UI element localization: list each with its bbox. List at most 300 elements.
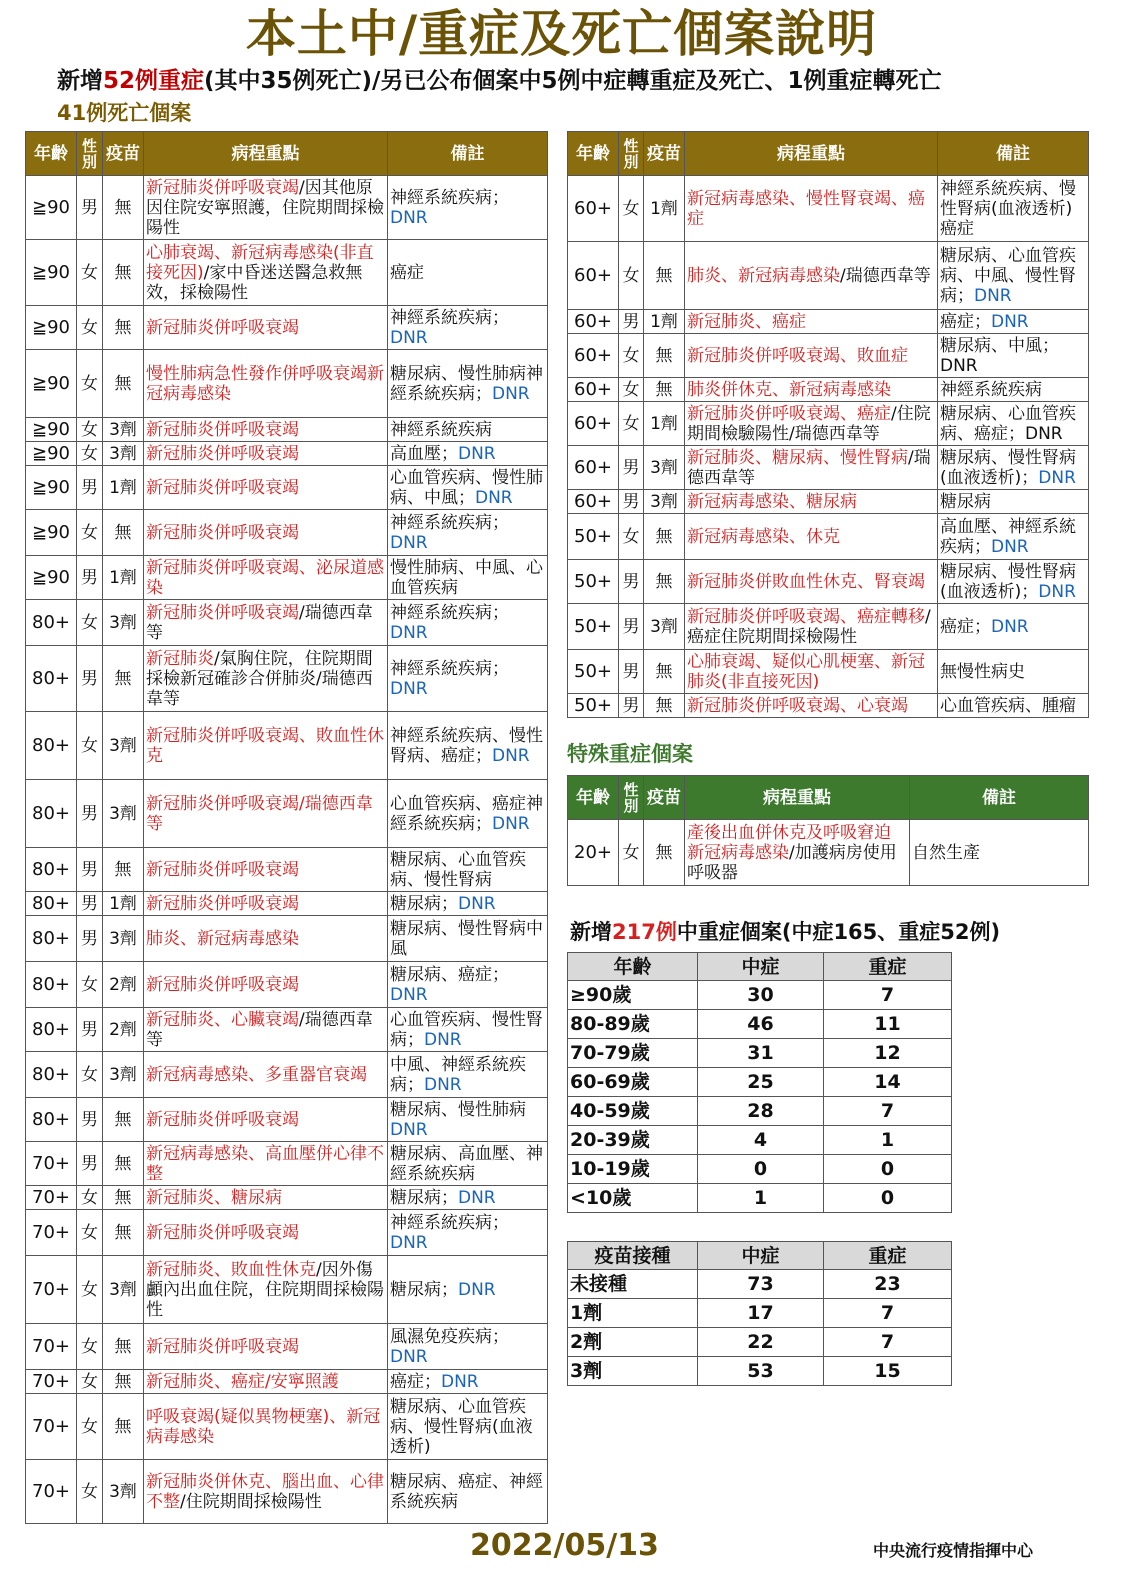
note-cell xyxy=(388,848,548,892)
course-text: 新冠肺炎併呼吸衰竭 xyxy=(146,1109,299,1130)
age-row xyxy=(568,1039,952,1068)
vac-label-cell: 未接種 xyxy=(568,1270,698,1299)
note-text: DNR xyxy=(991,536,1029,557)
case-row xyxy=(568,402,1089,446)
sex-cell: 男 xyxy=(77,848,103,892)
note-cell xyxy=(388,646,548,712)
vaccine-cell: 無 xyxy=(103,350,144,418)
course-cell xyxy=(144,510,388,556)
note-text: 中風、神經系統疾病； xyxy=(390,1054,526,1095)
age-cell: 70+ xyxy=(26,1142,77,1186)
note-text: DNR xyxy=(991,616,1029,637)
sex-cell: 女 xyxy=(77,1370,103,1394)
vaccine-cell: 1劑 xyxy=(103,892,144,916)
note-text: DNR xyxy=(390,532,428,553)
course-cell xyxy=(144,418,388,442)
case-row xyxy=(26,1256,548,1324)
sex-cell: 女 xyxy=(619,378,644,402)
age-cell: 50+ xyxy=(568,514,619,560)
vac-row xyxy=(568,1357,952,1386)
note-text: 神經系統疾病； xyxy=(390,602,509,623)
note-cell xyxy=(938,242,1089,310)
note-cell xyxy=(938,560,1089,604)
case-row xyxy=(26,1394,548,1460)
age-moderate-cell: 25 xyxy=(698,1068,824,1097)
note-cell xyxy=(388,350,548,418)
age-cell: ≧90 xyxy=(26,510,77,556)
course-cell xyxy=(685,650,938,694)
age-cell: 50+ xyxy=(568,694,619,718)
note-text: DNR xyxy=(390,622,428,643)
course-cell xyxy=(144,1008,388,1052)
case-row xyxy=(568,334,1089,378)
age-severe-cell: 7 xyxy=(824,981,952,1010)
course-text: 新冠肺炎併敗血性休克、腎衰竭 xyxy=(687,571,925,592)
age-cell: ≧90 xyxy=(26,240,77,306)
case-row xyxy=(26,848,548,892)
age-cell: ≧90 xyxy=(26,350,77,418)
sex-cell: 男 xyxy=(619,560,644,604)
age-cell: 80+ xyxy=(26,1008,77,1052)
sex-cell: 男 xyxy=(77,1098,103,1142)
age-cell: ≧90 xyxy=(26,418,77,442)
note-cell xyxy=(388,418,548,442)
case-row xyxy=(26,646,548,712)
course-text: /瑞德西韋等 xyxy=(840,265,931,286)
header-vaccine: 疫苗 xyxy=(644,776,685,820)
case-row xyxy=(568,650,1089,694)
age-cell: 80+ xyxy=(26,712,77,780)
course-text: 新冠肺炎併呼吸衰竭 xyxy=(146,893,299,914)
note-text: DNR xyxy=(1038,467,1076,488)
header-age: 年齡 xyxy=(568,132,619,176)
special-table xyxy=(567,775,1089,886)
age-cell: 60+ xyxy=(568,490,619,514)
vaccine-cell: 1劑 xyxy=(103,556,144,600)
note-cell xyxy=(388,1142,548,1186)
sex-cell: 女 xyxy=(619,402,644,446)
note-text: 神經系統疾病； xyxy=(390,187,509,208)
course-text: 新冠肺炎、敗血性休克 xyxy=(146,1259,316,1280)
sex-cell: 男 xyxy=(77,646,103,712)
age-label-cell: 70-79歲 xyxy=(568,1039,698,1068)
age-label-cell: ≥90歲 xyxy=(568,981,698,1010)
sex-cell: 男 xyxy=(619,694,644,718)
vaccine-cell: 2劑 xyxy=(103,1008,144,1052)
age-moderate-cell: 1 xyxy=(698,1184,824,1213)
case-row xyxy=(26,1460,548,1524)
left-deaths-table xyxy=(25,131,548,1524)
vaccine-cell: 無 xyxy=(103,176,144,240)
note-cell xyxy=(388,1098,548,1142)
age-cell: 60+ xyxy=(568,402,619,446)
course-cell xyxy=(685,514,938,560)
case-row xyxy=(26,1098,548,1142)
note-cell xyxy=(388,1186,548,1210)
note-text: DNR xyxy=(424,1074,462,1095)
course-cell xyxy=(144,1052,388,1098)
summary-count: 217例 xyxy=(612,920,677,944)
age-label-cell: 10-19歲 xyxy=(568,1155,698,1184)
sex-cell: 女 xyxy=(77,600,103,646)
course-cell xyxy=(144,712,388,780)
course-cell xyxy=(144,1210,388,1256)
note-text: 糖尿病、心血管疾病、癌症；DNR xyxy=(940,403,1076,444)
age-cell: 80+ xyxy=(26,1052,77,1098)
header-course: 病程重點 xyxy=(144,132,388,176)
note-text: 糖尿病、癌症、神經系統疾病 xyxy=(390,1471,543,1512)
note-cell xyxy=(938,334,1089,378)
course-cell xyxy=(144,1394,388,1460)
course-text: 新冠肺炎併呼吸衰竭、敗血症 xyxy=(687,345,908,366)
note-text: DNR xyxy=(458,893,496,914)
course-cell xyxy=(144,892,388,916)
course-text: 新冠肺炎、糖尿病 xyxy=(146,1187,282,1208)
age-cell: 80+ xyxy=(26,780,77,848)
summary-prefix: 新增 xyxy=(570,920,612,944)
vaccine-cell: 無 xyxy=(103,1210,144,1256)
note-cell xyxy=(388,1210,548,1256)
note-text: 高血壓； xyxy=(390,443,458,464)
note-cell xyxy=(938,650,1089,694)
vaccine-cell: 2劑 xyxy=(103,962,144,1008)
case-row xyxy=(26,466,548,510)
age-row xyxy=(568,1126,952,1155)
note-cell xyxy=(388,442,548,466)
age-cell: ≧90 xyxy=(26,306,77,350)
sex-cell: 女 xyxy=(77,1324,103,1370)
note-cell xyxy=(938,446,1089,490)
note-text: DNR xyxy=(390,327,428,348)
age-cell: 70+ xyxy=(26,1460,77,1524)
course-text: 新冠肺炎併呼吸衰竭 xyxy=(146,317,299,338)
summary-rest: 中重症個案(中症165、重症52例) xyxy=(676,920,1001,944)
course-text: 新冠肺炎併呼吸衰竭 xyxy=(146,1222,299,1243)
case-row xyxy=(568,378,1089,402)
note-text: DNR xyxy=(458,1187,496,1208)
note-text: 無慢性病史 xyxy=(940,661,1025,682)
course-cell xyxy=(685,694,938,718)
note-text: 糖尿病、癌症； xyxy=(390,964,509,985)
vac-header-severe: 重症 xyxy=(824,1242,952,1270)
header-age: 年齡 xyxy=(568,776,619,820)
age-severe-cell: 11 xyxy=(824,1010,952,1039)
age-row xyxy=(568,981,952,1010)
course-text: 肺炎、新冠病毒感染 xyxy=(146,928,299,949)
age-moderate-cell: 31 xyxy=(698,1039,824,1068)
vaccine-cell: 無 xyxy=(644,514,685,560)
vaccine-cell: 1劑 xyxy=(644,310,685,334)
note-text: 神經系統疾病； xyxy=(390,307,509,328)
course-cell xyxy=(144,1256,388,1324)
vaccine-cell: 無 xyxy=(644,334,685,378)
course-text: 產後出血併休克及呼吸窘迫新冠病毒感染 xyxy=(687,822,891,863)
course-text: 肺炎、新冠病毒感染 xyxy=(687,265,840,286)
note-cell xyxy=(938,402,1089,446)
note-cell xyxy=(388,1256,548,1324)
vaccine-cell: 1劑 xyxy=(103,466,144,510)
course-text: 新冠肺炎併呼吸衰竭 xyxy=(146,974,299,995)
course-cell xyxy=(144,240,388,306)
sex-cell: 男 xyxy=(77,176,103,240)
note-text: 糖尿病； xyxy=(390,893,458,914)
course-cell xyxy=(144,780,388,848)
course-text: 新冠肺炎併呼吸衰竭、泌尿道感染 xyxy=(146,557,384,598)
header-sex xyxy=(619,776,644,820)
course-cell xyxy=(144,1098,388,1142)
note-cell xyxy=(388,176,548,240)
age-row xyxy=(568,1010,952,1039)
note-text: 心血管疾病、腫瘤 xyxy=(940,695,1076,716)
vaccine-cell: 3劑 xyxy=(103,600,144,646)
note-text: DNR xyxy=(390,207,428,228)
note-text: 自然生產 xyxy=(912,842,980,863)
vac-moderate-cell: 22 xyxy=(698,1328,824,1357)
note-text: 糖尿病、心血管疾病、中風、慢性腎病； xyxy=(940,245,1076,306)
age-label-cell: 40-59歲 xyxy=(568,1097,698,1126)
age-moderate-cell: 28 xyxy=(698,1097,824,1126)
age-cell: 60+ xyxy=(568,310,619,334)
course-text: 新冠肺炎併呼吸衰竭、敗血性休克 xyxy=(146,725,384,766)
vaccine-cell: 3劑 xyxy=(103,916,144,962)
vac-severe-cell: 23 xyxy=(824,1270,952,1299)
case-row xyxy=(26,1186,548,1210)
note-text: 糖尿病； xyxy=(390,1279,458,1300)
age-table xyxy=(567,952,952,1213)
age-cell: 80+ xyxy=(26,848,77,892)
note-cell xyxy=(388,1324,548,1370)
sex-cell: 女 xyxy=(77,418,103,442)
age-row xyxy=(568,1184,952,1213)
course-text: 新冠肺炎併呼吸衰竭/瑞德西韋等 xyxy=(146,793,373,834)
note-text: 心血管疾病、慢性腎病； xyxy=(390,1009,543,1050)
note-text: DNR xyxy=(390,1346,428,1367)
age-cell: 70+ xyxy=(26,1324,77,1370)
course-text: 新冠肺炎併休克、腦出血、心律不整 xyxy=(146,1471,384,1512)
case-row xyxy=(26,240,548,306)
header-sex xyxy=(619,132,644,176)
note-cell xyxy=(388,1052,548,1098)
header-sex-text: 性別 xyxy=(81,136,97,171)
note-cell xyxy=(388,916,548,962)
case-row xyxy=(568,242,1089,310)
note-text: 癌症； xyxy=(390,1371,441,1392)
course-text: /家中昏迷送醫急救無效，採檢陽性 xyxy=(146,262,363,303)
case-row xyxy=(26,1008,548,1052)
vac-severe-cell: 7 xyxy=(824,1299,952,1328)
course-cell xyxy=(144,600,388,646)
case-row xyxy=(26,350,548,418)
course-cell xyxy=(144,646,388,712)
course-text: 新冠肺炎併呼吸衰竭 xyxy=(146,859,299,880)
note-text: DNR xyxy=(974,285,1012,306)
note-text: 糖尿病、慢性肺病神經系統疾病； xyxy=(390,363,543,404)
sex-cell: 女 xyxy=(77,350,103,418)
course-cell xyxy=(144,442,388,466)
age-cell: ≧90 xyxy=(26,556,77,600)
age-moderate-cell: 30 xyxy=(698,981,824,1010)
note-text: 神經系統疾病； xyxy=(390,658,509,679)
header-note: 備註 xyxy=(910,776,1089,820)
note-text: DNR xyxy=(390,1119,428,1140)
case-row xyxy=(26,780,548,848)
note-cell xyxy=(938,310,1089,334)
age-row xyxy=(568,1155,952,1184)
course-text: 慢性肺病急性發作併呼吸衰竭新冠病毒感染 xyxy=(146,363,384,404)
note-text: 神經系統疾病； xyxy=(390,512,509,533)
course-text: 新冠肺炎併呼吸衰竭 xyxy=(146,177,299,198)
vaccine-cell: 3劑 xyxy=(103,712,144,780)
note-text: DNR xyxy=(458,1279,496,1300)
note-text: 糖尿病、心血管疾病、慢性腎病 xyxy=(390,849,526,890)
header-course: 病程重點 xyxy=(685,776,910,820)
case-row xyxy=(26,442,548,466)
vaccine-cell: 3劑 xyxy=(103,418,144,442)
note-text: 高血壓、神經系統疾病； xyxy=(940,516,1076,557)
course-text: /住院期間採檢陽性 xyxy=(180,1491,322,1512)
course-cell xyxy=(685,334,938,378)
age-cell: 60+ xyxy=(568,446,619,490)
page-title: 本土中/重症及死亡個案說明 xyxy=(245,5,878,63)
course-text: /住院期間檢驗陽性/瑞德西韋等 xyxy=(687,403,931,444)
case-row xyxy=(568,176,1089,242)
age-cell: 70+ xyxy=(26,1370,77,1394)
course-text: 新冠肺炎併呼吸衰竭、癌症 xyxy=(687,403,891,424)
course-text: 新冠肺炎併呼吸衰竭 xyxy=(146,443,299,464)
note-text: 神經系統疾病 xyxy=(940,379,1042,400)
vaccine-cell: 無 xyxy=(103,646,144,712)
age-cell: 50+ xyxy=(568,650,619,694)
case-row xyxy=(568,514,1089,560)
page-subtitle xyxy=(57,66,941,96)
age-cell: 50+ xyxy=(568,604,619,650)
note-cell xyxy=(388,1008,548,1052)
age-cell: ≧90 xyxy=(26,176,77,240)
note-text: 糖尿病、慢性肺病 xyxy=(390,1099,526,1120)
age-header-severe: 重症 xyxy=(824,953,952,981)
right-deaths-table xyxy=(567,131,1089,718)
age-label-cell: 20-39歲 xyxy=(568,1126,698,1155)
age-cell: 50+ xyxy=(568,560,619,604)
age-cell: 70+ xyxy=(26,1210,77,1256)
note-text: DNR xyxy=(492,745,530,766)
sex-cell: 男 xyxy=(77,466,103,510)
note-text: DNR xyxy=(424,1029,462,1050)
vaccine-cell: 無 xyxy=(103,1370,144,1394)
sex-cell: 女 xyxy=(77,510,103,556)
case-row xyxy=(26,1324,548,1370)
course-text: 新冠肺炎併呼吸衰竭 xyxy=(146,1336,299,1357)
course-cell xyxy=(144,176,388,240)
note-text: DNR xyxy=(1038,581,1076,602)
vaccine-cell: 無 xyxy=(103,1186,144,1210)
sex-cell: 男 xyxy=(77,892,103,916)
vac-header-moderate: 中症 xyxy=(698,1242,824,1270)
sex-cell: 男 xyxy=(619,446,644,490)
note-cell xyxy=(938,514,1089,560)
case-row xyxy=(26,1142,548,1186)
note-cell xyxy=(388,962,548,1008)
note-text: 糖尿病、心血管疾病、慢性腎病(血液透析) xyxy=(390,1396,533,1457)
note-text: DNR xyxy=(390,678,428,699)
course-text: 新冠病毒感染、多重器官衰竭 xyxy=(146,1064,367,1085)
age-cell: 70+ xyxy=(26,1256,77,1324)
sex-cell: 男 xyxy=(77,1008,103,1052)
case-row xyxy=(26,1210,548,1256)
course-text: /因其他原因住院安寧照護，住院期間採檢陽性 xyxy=(146,177,384,238)
course-text: /加護病房使用呼吸器 xyxy=(687,842,897,883)
sex-cell: 女 xyxy=(77,306,103,350)
age-cell: 80+ xyxy=(26,916,77,962)
vaccine-cell: 無 xyxy=(103,240,144,306)
vac-label-cell: 2劑 xyxy=(568,1328,698,1357)
age-severe-cell: 0 xyxy=(824,1155,952,1184)
note-cell xyxy=(938,176,1089,242)
course-cell xyxy=(685,310,938,334)
sex-cell: 男 xyxy=(619,310,644,334)
summary-heading xyxy=(570,916,1000,946)
sex-cell: 男 xyxy=(77,916,103,962)
note-text: DNR xyxy=(390,984,428,1005)
sex-cell: 女 xyxy=(77,962,103,1008)
vaccine-cell: 無 xyxy=(644,378,685,402)
sex-cell: 女 xyxy=(619,176,644,242)
note-text: DNR xyxy=(441,1371,479,1392)
note-cell xyxy=(938,694,1089,718)
case-row xyxy=(26,916,548,962)
vaccine-cell: 無 xyxy=(644,820,685,886)
note-cell xyxy=(388,892,548,916)
course-text: 新冠肺炎、心臟衰竭 xyxy=(146,1009,299,1030)
note-text: 心血管疾病、慢性肺病、中風； xyxy=(390,467,543,508)
course-cell xyxy=(144,916,388,962)
note-cell xyxy=(938,490,1089,514)
vaccine-cell: 無 xyxy=(103,1324,144,1370)
note-text: 糖尿病 xyxy=(940,491,991,512)
vaccine-cell: 無 xyxy=(103,1394,144,1460)
note-text: 癌症； xyxy=(940,311,991,332)
note-text: 癌症； xyxy=(940,616,991,637)
course-text: /瑞德西韋等 xyxy=(687,447,931,488)
sex-cell: 男 xyxy=(619,604,644,650)
note-text: 糖尿病、慢性腎病中風 xyxy=(390,918,543,959)
vaccine-cell: 1劑 xyxy=(644,176,685,242)
course-text: 新冠病毒感染、慢性腎衰竭、癌症 xyxy=(687,188,925,229)
sex-cell: 女 xyxy=(619,514,644,560)
vaccine-cell: 無 xyxy=(103,510,144,556)
course-text: 新冠病毒感染、高血壓併心律不整 xyxy=(146,1143,384,1184)
case-row xyxy=(26,176,548,240)
age-cell: ≧90 xyxy=(26,466,77,510)
note-text: 心血管疾病、癌症神經系統疾病； xyxy=(390,793,543,834)
age-severe-cell: 7 xyxy=(824,1097,952,1126)
note-cell xyxy=(388,712,548,780)
course-text: 新冠肺炎併呼吸衰竭 xyxy=(146,477,299,498)
sex-cell: 女 xyxy=(77,442,103,466)
course-text: 心肺衰竭、新冠病毒感染(非直接死因) xyxy=(146,242,374,283)
vaccine-cell: 1劑 xyxy=(644,402,685,446)
subtitle-rest: (其中35例死亡)/另已公布個案中5例中症轉重症及死亡、1例重症轉死亡 xyxy=(204,68,942,94)
note-cell xyxy=(938,378,1089,402)
footer-date: 2022/05/13 xyxy=(470,1528,659,1563)
note-cell xyxy=(388,1394,548,1460)
course-cell xyxy=(685,378,938,402)
subtitle-prefix: 新增 xyxy=(57,68,103,94)
note-text: 神經系統疾病 xyxy=(390,419,492,440)
age-cell: 60+ xyxy=(568,378,619,402)
note-cell xyxy=(388,780,548,848)
course-text: /癌症住院期間採檢陽性 xyxy=(687,606,931,647)
